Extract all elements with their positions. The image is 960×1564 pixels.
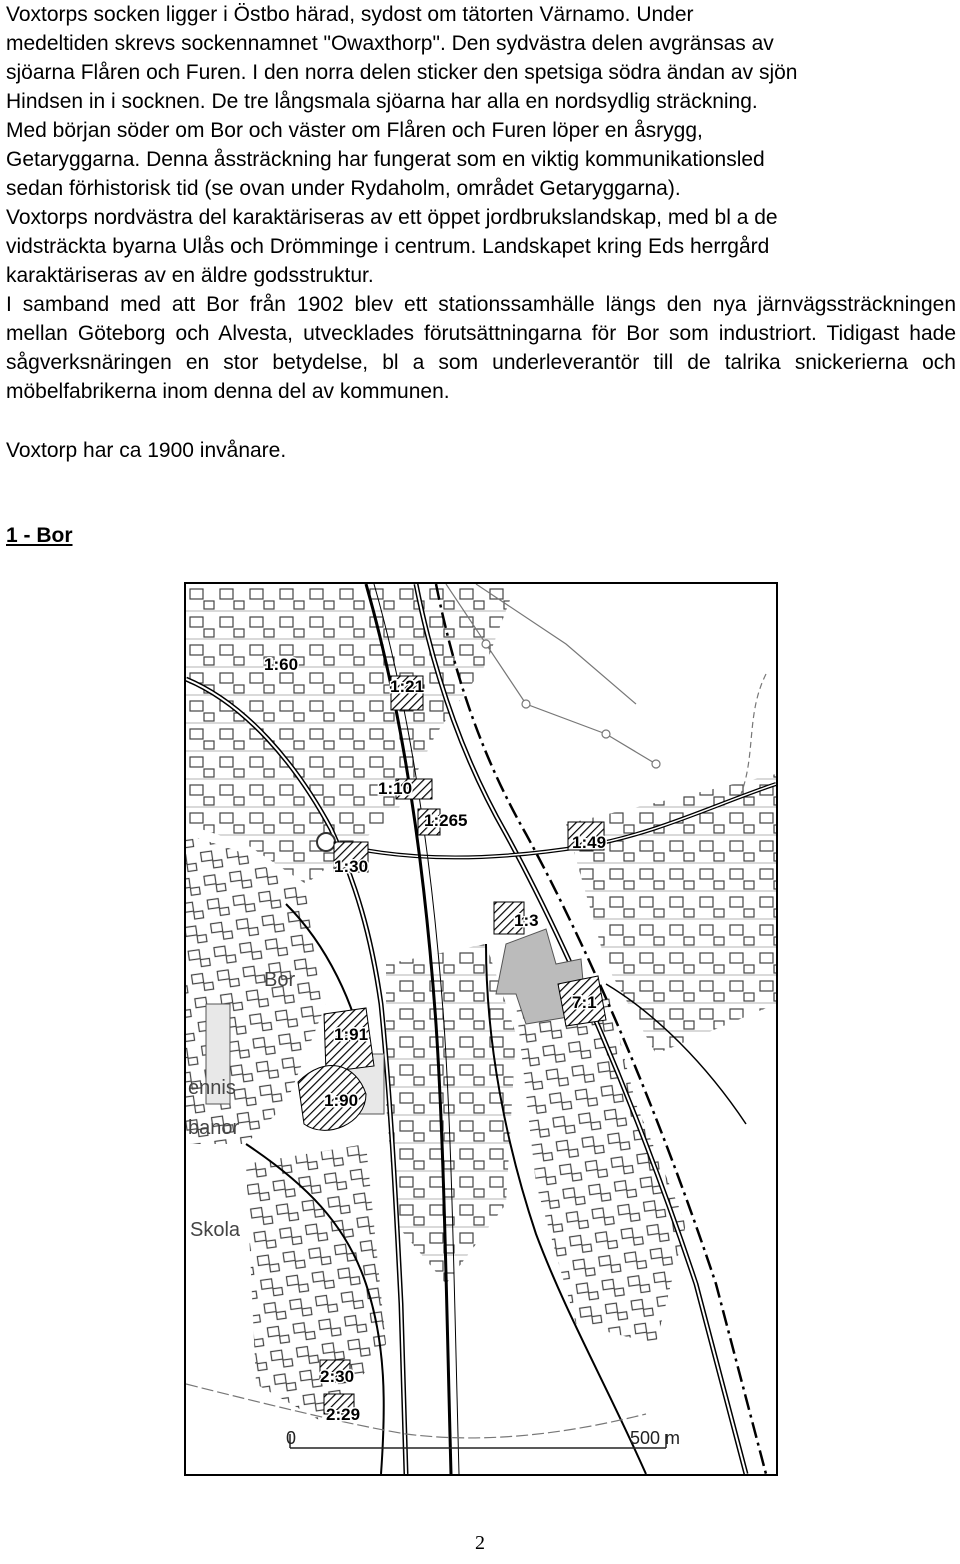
scale-start-label: 0 bbox=[286, 1428, 297, 1448]
map-figure bbox=[184, 582, 778, 1476]
text-line: sjöarna Flåren och Furen. I den norra delen sticker den spetsiga södra ändan av sjön bbox=[6, 61, 798, 84]
site-label: 1:21 bbox=[390, 677, 425, 696]
text-line: sedan förhistorisk tid (se ovan under Rydaholm, området Getaryggarna). bbox=[6, 177, 681, 200]
intro-paragraph bbox=[6, 0, 956, 290]
text-line: vidsträckta byarna Ulås och Drömminge i centrum. Landskapet kring Eds herrgård bbox=[6, 235, 770, 258]
site-label: 7:1 bbox=[572, 993, 597, 1012]
site-label: 1:3 bbox=[514, 911, 539, 930]
population-paragraph: Voxtorp har ca 1900 invånare. bbox=[6, 439, 287, 462]
section-heading: 1 - Bor bbox=[6, 524, 73, 547]
scale-end-label: 500 m bbox=[630, 1428, 681, 1448]
site-label: 1:30 bbox=[334, 857, 369, 876]
site-label: 1:49 bbox=[572, 833, 607, 852]
text-line: medeltiden skrevs sockennamnet "Owaxthorp". Den sydvästra delen avgränsas av bbox=[6, 32, 774, 55]
text-line: karaktäriseras av en äldre godsstruktur. bbox=[6, 264, 374, 287]
map-svg bbox=[186, 584, 776, 1474]
industry-paragraph: I samband med att Bor från 1902 blev ett stationssamhälle längs den nya järnvägssträckningen mellan Göteborg och Alvesta, utvecklades förutsättningarna för Bor som industriort. Tidigast hade sågverksnäringen en stor betydelse, bl a som underleverantör till de talrika snickerierna och möbelfabrikerna inom denna del av kommunen. bbox=[6, 293, 956, 403]
place-label-ennis: ennis bbox=[188, 1077, 236, 1099]
text-line: Getaryggarna. Denna åssträckning har fungerat som en viktig kommunikationsled bbox=[6, 148, 765, 171]
text-line: Hindsen in i socknen. De tre långsmala sjöarna har alla en nordsydlig sträckning. bbox=[6, 90, 758, 113]
residential-areas bbox=[186, 584, 776, 1424]
site-label: 1:10 bbox=[378, 779, 413, 798]
site-label: 1:90 bbox=[324, 1091, 359, 1110]
scale-bar bbox=[286, 1428, 680, 1448]
text-line: Voxtorps socken ligger i Östbo härad, sydost om tätorten Värnamo. Under bbox=[6, 3, 694, 26]
site-label: 2:29 bbox=[326, 1405, 361, 1424]
place-label-bor: Bor bbox=[264, 969, 296, 991]
site-label: 1:265 bbox=[424, 811, 468, 830]
text-line: Voxtorps nordvästra del karaktäriseras av ett öppet jordbrukslandskap, med bl a de bbox=[6, 206, 778, 229]
site-label: 1:91 bbox=[334, 1025, 369, 1044]
page-number: 2 bbox=[475, 1532, 485, 1554]
text-line: Med början söder om Bor och väster om Flåren och Furen löper en åsrygg, bbox=[6, 119, 703, 142]
place-label-skola: Skola bbox=[190, 1219, 241, 1241]
site-label: 2:30 bbox=[320, 1367, 355, 1386]
place-label-banor: banor bbox=[188, 1117, 240, 1139]
site-label: 1:60 bbox=[264, 655, 299, 674]
